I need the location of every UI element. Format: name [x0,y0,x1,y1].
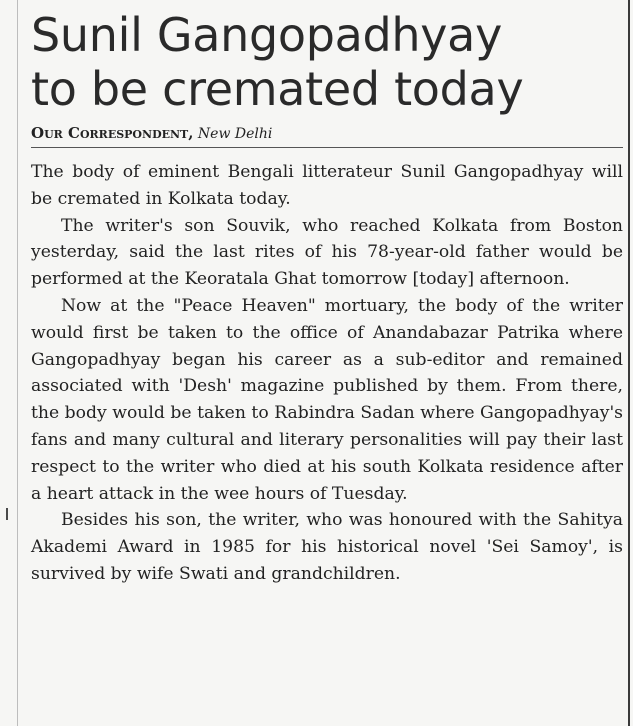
paragraph-3: Now at the "Peace Heaven" mortuary, the body of the writer would first be taken to the office of Anandabazar Patrika where Gangopadhyay began his career as a sub-editor and remained associated with 'Desh' magazine published by them. From there, the body would be taken to Rabindra Sadan where Gangopadhyay's fans and many cultural and literary personalities will pay their last respect to the writer who died at his south Kolkata residence after a heart attack in the wee hours of Tuesday. [31,295,623,504]
article-body [31,159,623,588]
headline [31,8,623,116]
paragraph-1: The body of eminent Bengali litterateur Sunil Gangopadhyay will be cremated in Kolkata today. [31,162,623,209]
headline-line-1: Sunil Gangopadhyay [31,8,502,62]
byline [31,124,623,148]
column-divider-left [17,0,18,726]
column-edge-mark [6,508,8,520]
headline-line-2: to be cremated today [31,62,524,116]
byline-place: New Delhi [197,126,273,142]
paragraph-4: Besides his son, the writer, who was honoured with the Sahitya Akademi Award in 1985 for his historical novel 'Sei Samoy', is survived by wife Swati and grandchildren. [31,510,623,584]
news-article [31,8,623,588]
byline-name: Our Correspondent, [31,124,194,142]
column-divider-right [628,0,630,726]
paragraph-2: The writer's son Souvik, who reached Kolkata from Boston yesterday, said the last rites of his 78-year-old father would be performed at the Keoratala Ghat tomorrow [today] afternoon. [31,215,623,290]
